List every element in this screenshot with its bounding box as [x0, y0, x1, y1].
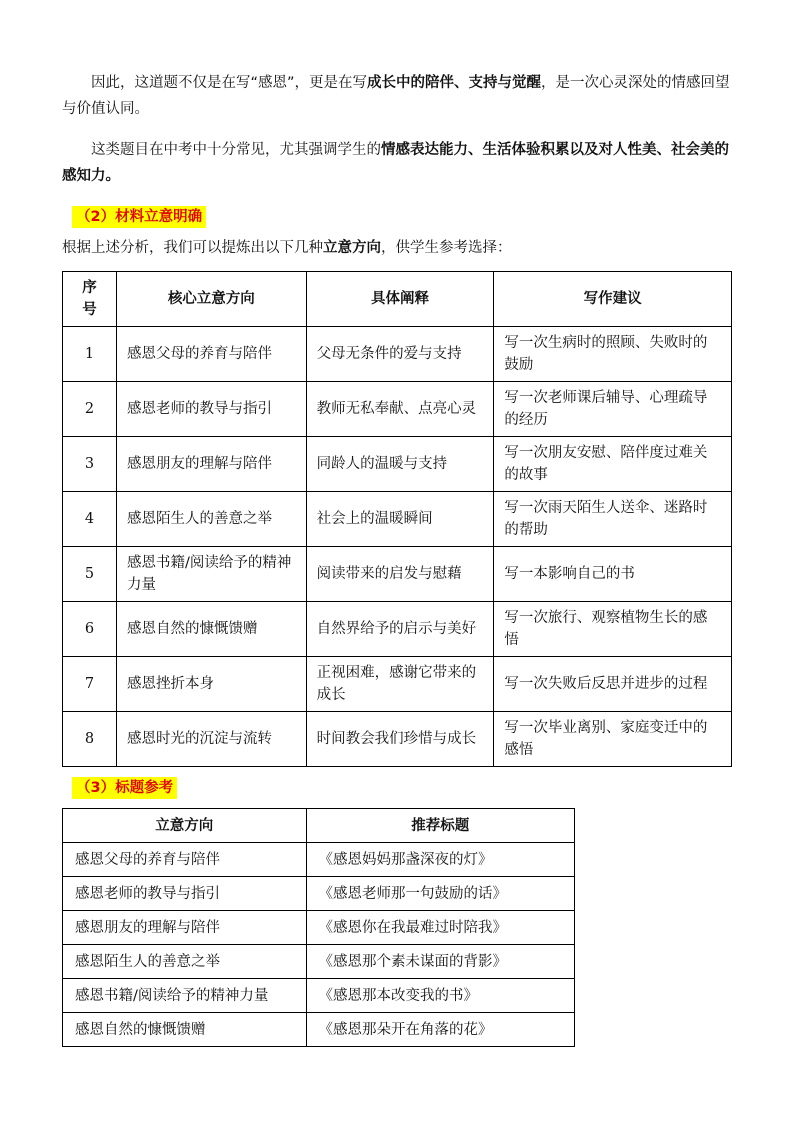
cell-direction: 感恩陌生人的善意之举	[116, 492, 306, 547]
bold-run: 立意方向	[323, 240, 381, 256]
table-header-row	[63, 272, 732, 327]
bold-run: 情感表达能力、生活体验积累以及对人性美、社会美的感知力。	[62, 142, 729, 184]
header-direction: 核心立意方向	[116, 272, 306, 327]
table-row	[63, 877, 575, 911]
title-reference-table	[62, 808, 575, 1047]
cell-direction: 感恩父母的养育与陪伴	[63, 843, 307, 877]
cell-advice: 写一次失败后反思并进步的过程	[494, 657, 732, 712]
bold-run: 成长中的陪伴、支持与觉醒	[367, 75, 542, 91]
cell-direction: 感恩老师的教导与指引	[116, 382, 306, 437]
cell-direction: 感恩老师的教导与指引	[63, 877, 307, 911]
cell-direction: 感恩自然的慷慨馈赠	[63, 1013, 307, 1047]
table-row	[63, 945, 575, 979]
table-row	[63, 979, 575, 1013]
table-header-row	[63, 809, 575, 843]
theme-direction-table	[62, 271, 732, 767]
cell-direction: 感恩时光的沉淀与流转	[116, 712, 306, 767]
table-row	[63, 437, 732, 492]
cell-direction: 感恩书籍/阅读给予的精神力量	[63, 979, 307, 1013]
cell-direction: 感恩挫折本身	[116, 657, 306, 712]
cell-number: 2	[63, 382, 117, 437]
header-advice: 写作建议	[494, 272, 732, 327]
paragraph-exam-emphasis	[62, 137, 732, 189]
table-row	[63, 657, 732, 712]
cell-number: 3	[63, 437, 117, 492]
cell-direction: 感恩朋友的理解与陪伴	[63, 911, 307, 945]
table-row	[63, 712, 732, 767]
cell-explain: 社会上的温暖瞬间	[306, 492, 494, 547]
table-row	[63, 602, 732, 657]
cell-number: 5	[63, 547, 117, 602]
cell-title: 《感恩那个素未谋面的背影》	[306, 945, 574, 979]
cell-explain: 教师无私奉献、点亮心灵	[306, 382, 494, 437]
text-run: 根据上述分析，我们可以提炼出以下几种	[62, 240, 323, 256]
table-row	[63, 1013, 575, 1047]
cell-explain: 时间教会我们珍惜与成长	[306, 712, 494, 767]
header-title: 推荐标题	[306, 809, 574, 843]
cell-advice: 写一次毕业离别、家庭变迁中的感悟	[494, 712, 732, 767]
table-row	[63, 327, 732, 382]
cell-number: 4	[63, 492, 117, 547]
cell-direction: 感恩父母的养育与陪伴	[116, 327, 306, 382]
cell-direction: 感恩自然的慷慨馈赠	[116, 602, 306, 657]
cell-direction: 感恩朋友的理解与陪伴	[116, 437, 306, 492]
cell-explain: 父母无条件的爱与支持	[306, 327, 494, 382]
cell-direction: 感恩书籍/阅读给予的精神力量	[116, 547, 306, 602]
cell-advice: 写一次雨天陌生人送伞、迷路时的帮助	[494, 492, 732, 547]
cell-title: 《感恩那本改变我的书》	[306, 979, 574, 1013]
cell-advice: 写一次旅行、观察植物生长的感悟	[494, 602, 732, 657]
table-row	[63, 843, 575, 877]
cell-number: 8	[63, 712, 117, 767]
cell-number: 1	[63, 327, 117, 382]
section-intro	[62, 237, 732, 259]
cell-explain: 正视困难，感谢它带来的成长	[306, 657, 494, 712]
cell-explain: 自然界给予的启示与美好	[306, 602, 494, 657]
cell-number: 6	[63, 602, 117, 657]
document-page	[62, 70, 732, 1047]
text-run: ，供学生参考选择：	[381, 240, 512, 256]
paragraph-gratitude-meaning	[62, 70, 732, 122]
text-run: ，是一次心灵深处的情感回望与价值认同。	[62, 75, 730, 117]
section-heading-titles: （3）标题参考	[72, 777, 177, 799]
cell-advice: 写一次老师课后辅导、心理疏导的经历	[494, 382, 732, 437]
header-explain: 具体阐释	[306, 272, 494, 327]
cell-title: 《感恩那朵开在角落的花》	[306, 1013, 574, 1047]
cell-explain: 同龄人的温暖与支持	[306, 437, 494, 492]
table-row	[63, 547, 732, 602]
cell-advice: 写一本影响自己的书	[494, 547, 732, 602]
cell-title: 《感恩妈妈那盏深夜的灯》	[306, 843, 574, 877]
text-run: 这类题目在中考中十分常见，尤其强调学生的	[91, 142, 381, 158]
header-number: 序号	[63, 272, 117, 327]
table-row	[63, 492, 732, 547]
cell-direction: 感恩陌生人的善意之举	[63, 945, 307, 979]
table-row	[63, 382, 732, 437]
cell-number: 7	[63, 657, 117, 712]
cell-advice: 写一次朋友安慰、陪伴度过难关的故事	[494, 437, 732, 492]
cell-explain: 阅读带来的启发与慰藉	[306, 547, 494, 602]
text-run: 因此，这道题不仅是在写“感恩”，更是在写	[91, 75, 368, 91]
cell-advice: 写一次生病时的照顾、失败时的鼓励	[494, 327, 732, 382]
header-direction: 立意方向	[63, 809, 307, 843]
table-row	[63, 911, 575, 945]
section-heading-theme: （2）材料立意明确	[72, 206, 206, 228]
cell-title: 《感恩你在我最难过时陪我》	[306, 911, 574, 945]
cell-title: 《感恩老师那一句鼓励的话》	[306, 877, 574, 911]
